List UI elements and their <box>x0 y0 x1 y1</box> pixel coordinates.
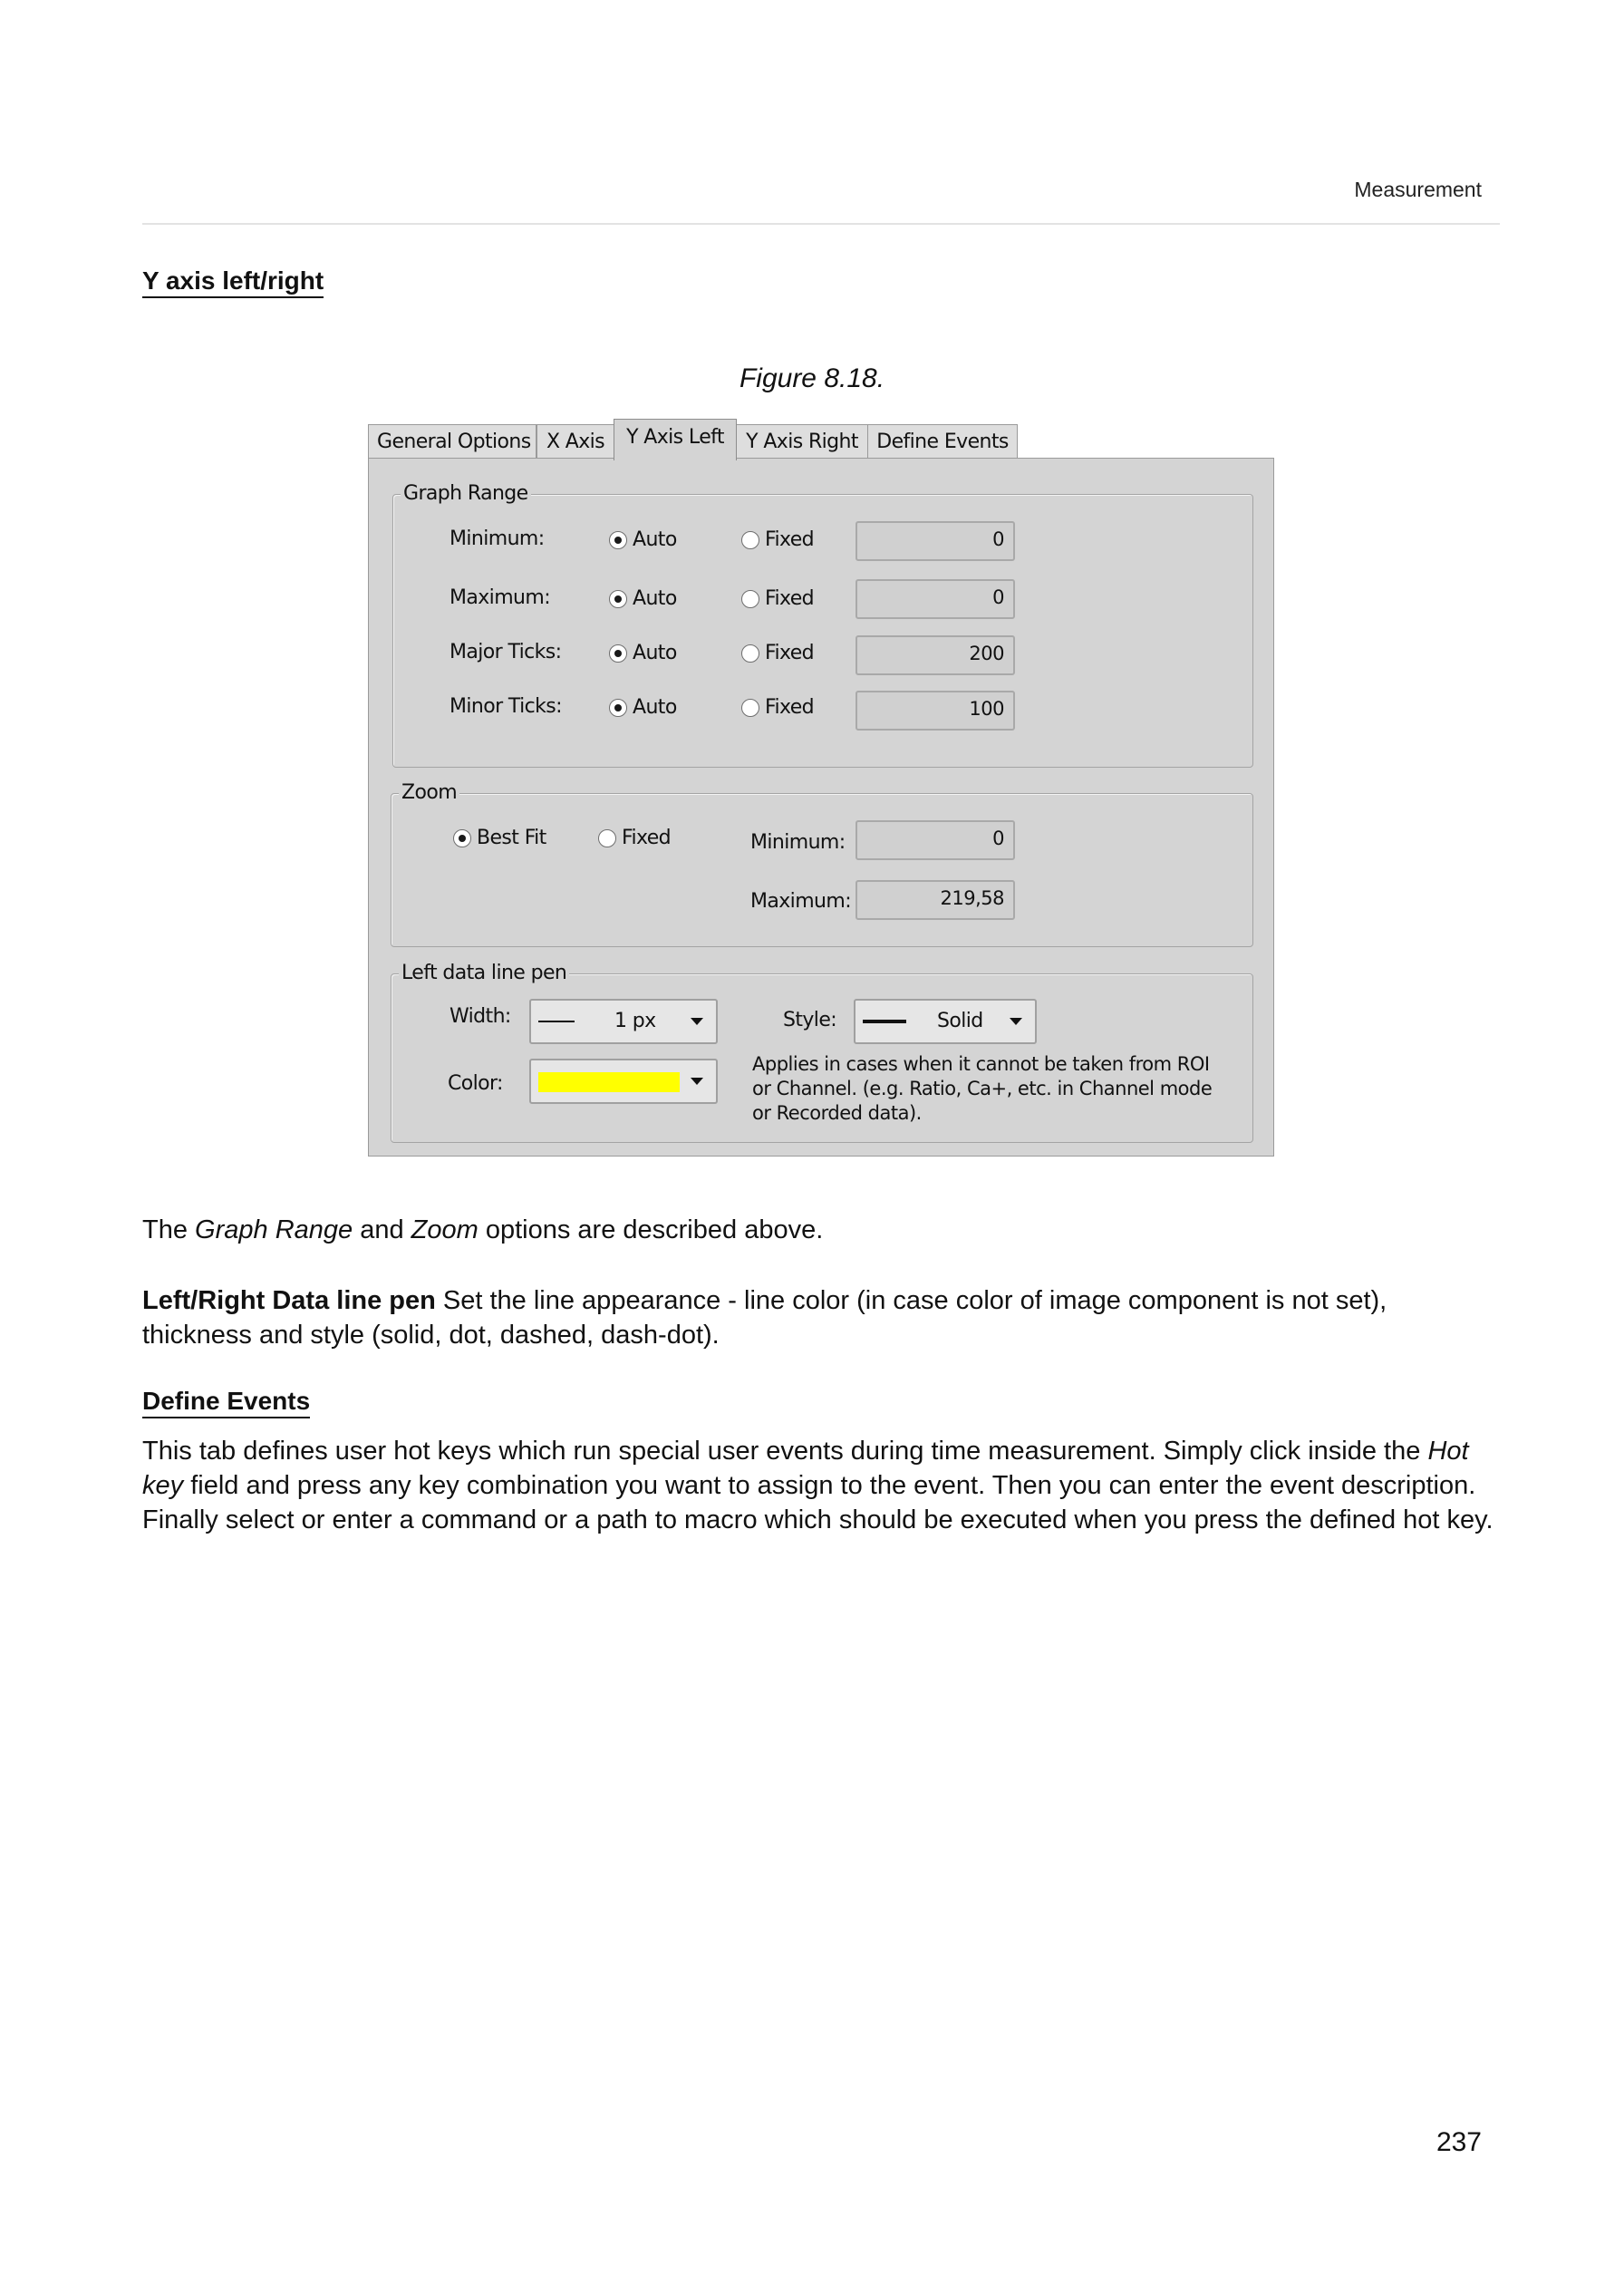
graph-range-group <box>392 482 1253 768</box>
zoom-maximum-field[interactable]: 219,58 <box>856 880 1015 920</box>
tab-panel <box>368 458 1274 1157</box>
radio-selected-icon <box>609 531 627 549</box>
section-heading-y-axis: Y axis left/right <box>142 266 324 298</box>
style-value: Solid <box>937 1010 983 1032</box>
minimum-label: Minimum: <box>450 528 545 550</box>
minor-ticks-auto-radio[interactable]: Auto <box>609 696 677 719</box>
line-pen-title: Left data line pen <box>399 962 569 984</box>
color-label: Color: <box>448 1072 503 1095</box>
y-axis-settings-dialog <box>368 421 1274 1157</box>
section-heading-define-events: Define Events <box>142 1387 310 1418</box>
page-number: 237 <box>1436 2127 1482 2157</box>
major-ticks-label: Major Ticks: <box>450 641 562 663</box>
zoom-group <box>391 781 1253 947</box>
running-head: Measurement <box>1354 178 1482 201</box>
style-label: Style: <box>783 1009 837 1031</box>
minimum-auto-radio[interactable]: Auto <box>609 528 677 551</box>
header-rule <box>142 223 1500 225</box>
color-dropdown[interactable] <box>529 1059 718 1104</box>
radio-selected-icon <box>453 829 471 847</box>
minimum-fixed-radio[interactable]: Fixed <box>741 528 814 551</box>
width-label: Width: <box>450 1005 511 1028</box>
line-pen-group <box>391 962 1253 1143</box>
tab-x-axis[interactable]: X Axis <box>536 424 614 459</box>
radio-unselected-icon <box>741 531 759 549</box>
tab-y-axis-left[interactable]: Y Axis Left <box>614 419 737 460</box>
minor-ticks-label: Minor Ticks: <box>450 695 562 718</box>
width-dropdown[interactable] <box>529 999 718 1044</box>
chevron-down-icon <box>691 1018 703 1025</box>
chevron-down-icon <box>691 1078 703 1085</box>
zoom-minimum-field[interactable]: 0 <box>856 820 1015 860</box>
minor-ticks-fixed-radio[interactable]: Fixed <box>741 696 814 719</box>
paragraph-graph-range: The Graph Range and Zoom options are described above. <box>142 1215 824 1244</box>
chevron-down-icon <box>1010 1018 1022 1025</box>
radio-selected-icon <box>609 644 627 663</box>
figure-caption: Figure 8.18. <box>739 363 885 393</box>
radio-unselected-icon <box>741 644 759 663</box>
line-sample-icon <box>538 1021 575 1022</box>
color-swatch <box>538 1072 680 1092</box>
zoom-best-fit-radio[interactable]: Best Fit <box>453 827 546 849</box>
minor-ticks-value-field[interactable]: 100 <box>856 691 1015 731</box>
tab-general-options[interactable]: General Options <box>368 424 536 459</box>
zoom-maximum-label: Maximum: <box>750 890 852 913</box>
minimum-value-field[interactable]: 0 <box>856 521 1015 561</box>
line-sample-icon <box>863 1020 906 1023</box>
zoom-title: Zoom <box>399 781 459 804</box>
radio-unselected-icon <box>741 699 759 717</box>
graph-range-title: Graph Range <box>401 482 531 505</box>
radio-selected-icon <box>609 699 627 717</box>
paragraph-line-pen: Left/Right Data line pen Set the line appearance - line color (in case color of image component is not set), thickness and style (solid, dot, dashed, dash-dot). <box>142 1286 1387 1350</box>
maximum-label: Maximum: <box>450 586 551 609</box>
width-value: 1 px <box>614 1010 656 1032</box>
zoom-minimum-label: Minimum: <box>750 831 846 854</box>
style-dropdown[interactable] <box>854 999 1037 1044</box>
major-ticks-auto-radio[interactable]: Auto <box>609 642 677 664</box>
major-ticks-fixed-radio[interactable]: Fixed <box>741 642 814 664</box>
major-ticks-value-field[interactable]: 200 <box>856 635 1015 675</box>
radio-selected-icon <box>609 590 627 608</box>
maximum-fixed-radio[interactable]: Fixed <box>741 587 814 610</box>
maximum-auto-radio[interactable]: Auto <box>609 587 677 610</box>
pen-note: Applies in cases when it cannot be taken from ROI or Channel. (e.g. Ratio, Ca+, etc. in Channel mode or Recorded data). <box>752 1053 1213 1124</box>
tab-y-axis-right[interactable]: Y Axis Right <box>736 424 868 459</box>
zoom-fixed-radio[interactable]: Fixed <box>598 827 671 849</box>
radio-unselected-icon <box>598 829 616 847</box>
tab-define-events[interactable]: Define Events <box>867 424 1018 459</box>
maximum-value-field[interactable]: 0 <box>856 579 1015 619</box>
radio-unselected-icon <box>741 590 759 608</box>
paragraph-define-events: This tab defines user hot keys which run special user events during time measurement. Simply click inside the Hot key field and press any key combination you want to assign to the event. Then you can enter the event description. Finally select or enter a command or a path to macro which should be executed when you press the defined hot key. <box>142 1437 1494 1534</box>
